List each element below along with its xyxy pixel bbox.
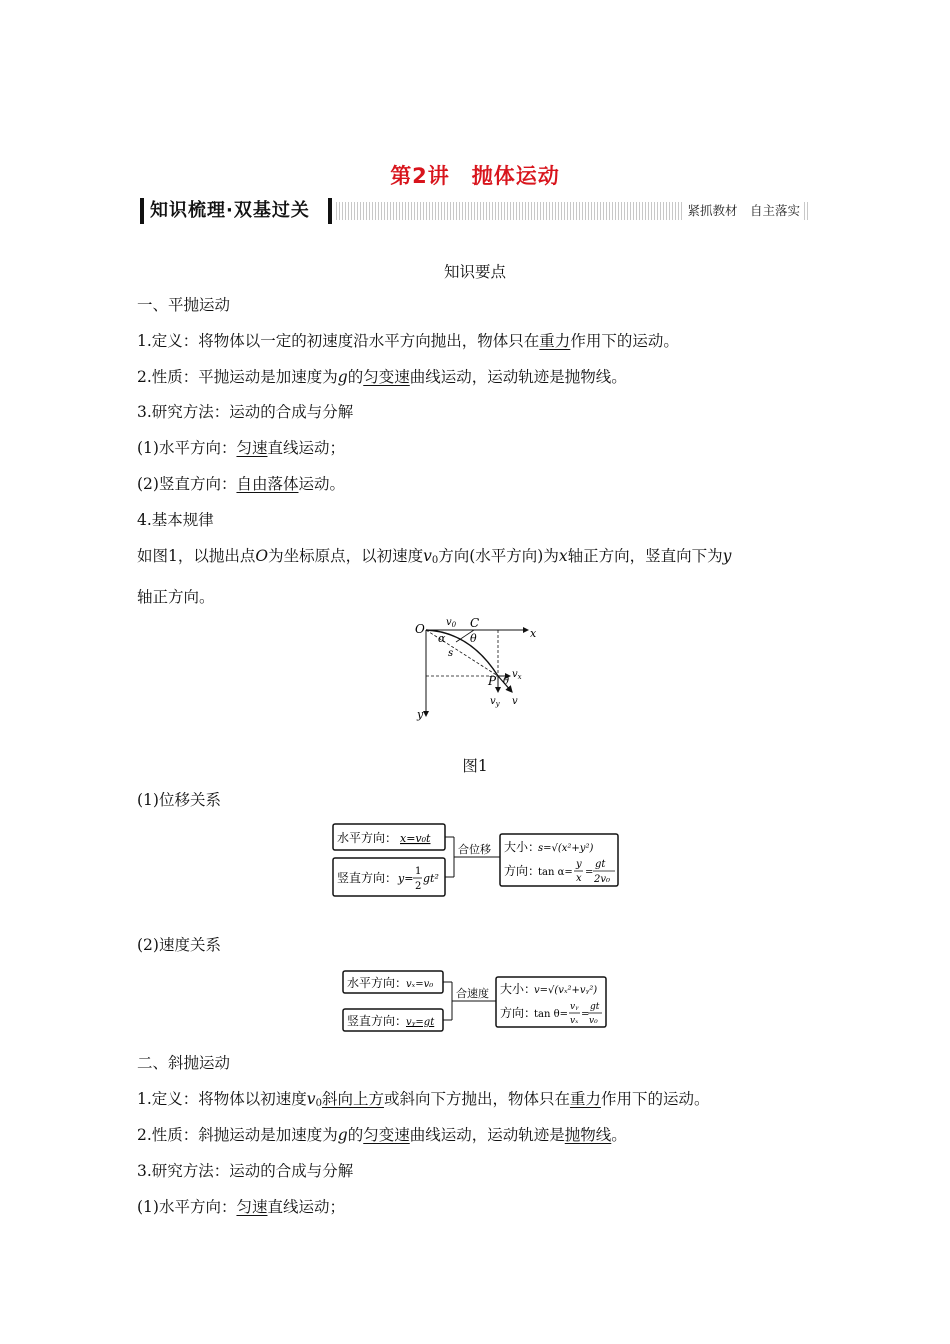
label-C: C (470, 616, 480, 630)
text: 或斜向下方抛出，物体只在 (383, 1090, 570, 1108)
part1-horizontal (137, 438, 345, 458)
horiz-formula: vₓ=v₀ (406, 979, 434, 990)
displacement-diagram (330, 820, 622, 900)
label-x: x (530, 627, 537, 640)
text: 作用下的运动。 (570, 332, 679, 350)
half-den: 2 (415, 881, 422, 892)
answer-underline: 匀速 (236, 439, 268, 457)
symbol-y: y (722, 547, 732, 565)
text: 的 (347, 1126, 364, 1144)
frac1-num: vᵧ (570, 1002, 579, 1012)
frac1-den: x (576, 873, 582, 884)
join-label: 合速度 (456, 987, 489, 1000)
frac2-num: gt (595, 859, 606, 870)
page-title: 第2讲 抛体运动 (390, 164, 560, 188)
text: 方向(水平方向)为 (438, 547, 559, 565)
answer-underline: 自由落体 (236, 475, 299, 493)
text: 。 (611, 1126, 627, 1144)
subscript: x (517, 673, 522, 681)
symbol-O: O (255, 547, 269, 565)
vert-label: 竖直方向： (337, 871, 398, 885)
text: 的 (347, 368, 364, 386)
answer-underline: 斜向上方 (321, 1090, 384, 1108)
size-label: 大小： (500, 982, 537, 996)
label-s: s (448, 648, 454, 659)
velocity-diagram (340, 965, 610, 1035)
label-O: O (415, 622, 425, 636)
label-v: v (512, 696, 518, 707)
text: (1)水平方向： (137, 439, 237, 457)
dir-label: 方向： (504, 864, 541, 878)
label-theta: θ (470, 632, 477, 645)
text: 轴正方向，竖直向下为 (567, 547, 723, 565)
part1-law: 4.基本规律 (137, 511, 214, 529)
text: 2.性质：平抛运动是加速度为 (137, 368, 338, 386)
part2-property (137, 1125, 627, 1145)
dir-formula: tan θ= (534, 1009, 568, 1020)
part2-method: 3.研究方法：运动的合成与分解 (137, 1162, 354, 1180)
part2-heading: 二、斜抛运动 (137, 1054, 231, 1072)
v: v (490, 696, 496, 707)
text: 1.定义：将物体以一定的初速度沿水平方向抛出，物体只在 (137, 332, 540, 350)
subscript: 0 (315, 1098, 322, 1109)
displacement-line (426, 630, 498, 676)
part1-definition (137, 331, 679, 351)
part1-intro-cont: 轴正方向。 (137, 588, 215, 606)
text: 作用下的运动。 (600, 1090, 710, 1108)
answer-underline: 重力 (539, 332, 571, 350)
part1-heading: 一、平抛运动 (137, 296, 231, 314)
size-label: 大小： (504, 840, 541, 854)
text: 为坐标原点，以初速度 (268, 547, 424, 565)
dir-label: 方向： (500, 1006, 537, 1020)
answer-underline: 重力 (569, 1090, 601, 1108)
frac1-num: y (576, 859, 582, 870)
part2-definition (137, 1089, 710, 1114)
part1-vertical (137, 474, 345, 494)
join-label: 合位移 (458, 843, 491, 856)
v: v (512, 669, 518, 680)
half-num: 1 (415, 866, 422, 877)
size-formula: s=√(x²+y²) (538, 843, 594, 854)
frac2-den: 2v₀ (594, 874, 611, 885)
vert-formula-2: gt² (423, 872, 439, 885)
part1-method: 3.研究方法：运动的合成与分解 (137, 403, 354, 421)
equals: = (581, 1009, 590, 1020)
part2-horizontal (137, 1197, 345, 1217)
symbol-g: g (337, 368, 348, 386)
frac2-num: gt (590, 1002, 600, 1012)
frac1-den: vₓ (570, 1016, 579, 1026)
horiz-label: 水平方向： (347, 976, 408, 990)
horiz-formula: x=v₀t (400, 832, 431, 845)
horiz-label: 水平方向： (337, 831, 398, 845)
symbol-v: v (306, 1090, 316, 1108)
answer-underline: 匀速 (236, 1198, 268, 1216)
label-vx (512, 669, 522, 681)
part1-intro (137, 546, 731, 571)
vert-formula: vᵧ=gt (406, 1017, 435, 1028)
answer-underline: 抛物线 (564, 1126, 612, 1144)
subscript: y (495, 700, 500, 708)
text: 直线运动； (267, 439, 345, 457)
text: (2)竖直方向： (137, 475, 237, 493)
section-banner (140, 198, 810, 224)
label-y: y (417, 708, 424, 721)
frac2-den: v₀ (589, 1016, 598, 1026)
symbol-g: g (337, 1126, 348, 1144)
label-vy (490, 696, 501, 708)
figure-caption: 图1 (462, 757, 488, 775)
v: v (446, 617, 452, 628)
equals: = (585, 867, 594, 878)
text: 运动。 (298, 475, 345, 493)
projectile-figure (410, 612, 540, 722)
subscript: 0 (451, 621, 457, 629)
text: 2.性质：斜抛运动是加速度为 (137, 1126, 338, 1144)
label-alpha: α (438, 632, 446, 645)
text: 曲线运动，运动轨迹是 (409, 1126, 565, 1144)
symbol-x: x (558, 547, 568, 565)
velocity-title: (2)速度关系 (137, 936, 221, 954)
size-formula: v=√(vₓ²+vᵧ²) (534, 985, 598, 996)
label-P: P (488, 674, 497, 688)
text: 1.定义：将物体以初速度 (137, 1090, 307, 1108)
text: 直线运动； (267, 1198, 345, 1216)
text: 曲线运动，运动轨迹是抛物线。 (409, 368, 627, 386)
symbol-v: v (423, 547, 432, 565)
vert-formula-1: y= (398, 872, 414, 885)
section-heading: 知识要点 (443, 263, 506, 281)
text: (1)水平方向： (137, 1198, 237, 1216)
banner-left-label: 知识梳理·双基过关 (140, 198, 332, 224)
text: 如图1，以抛出点 (137, 547, 256, 565)
subscript: 0 (431, 555, 439, 566)
vert-label: 竖直方向： (347, 1014, 408, 1028)
label-v0 (446, 617, 457, 629)
label-theta2: θ (503, 676, 510, 687)
answer-underline: 匀变速 (363, 368, 410, 386)
part1-property (137, 367, 627, 387)
dir-formula: tan α= (538, 867, 573, 878)
displacement-title: (1)位移关系 (137, 791, 221, 809)
banner-right-label: 紧抓教材 自主落实 (683, 202, 804, 220)
answer-underline: 匀变速 (363, 1126, 410, 1144)
